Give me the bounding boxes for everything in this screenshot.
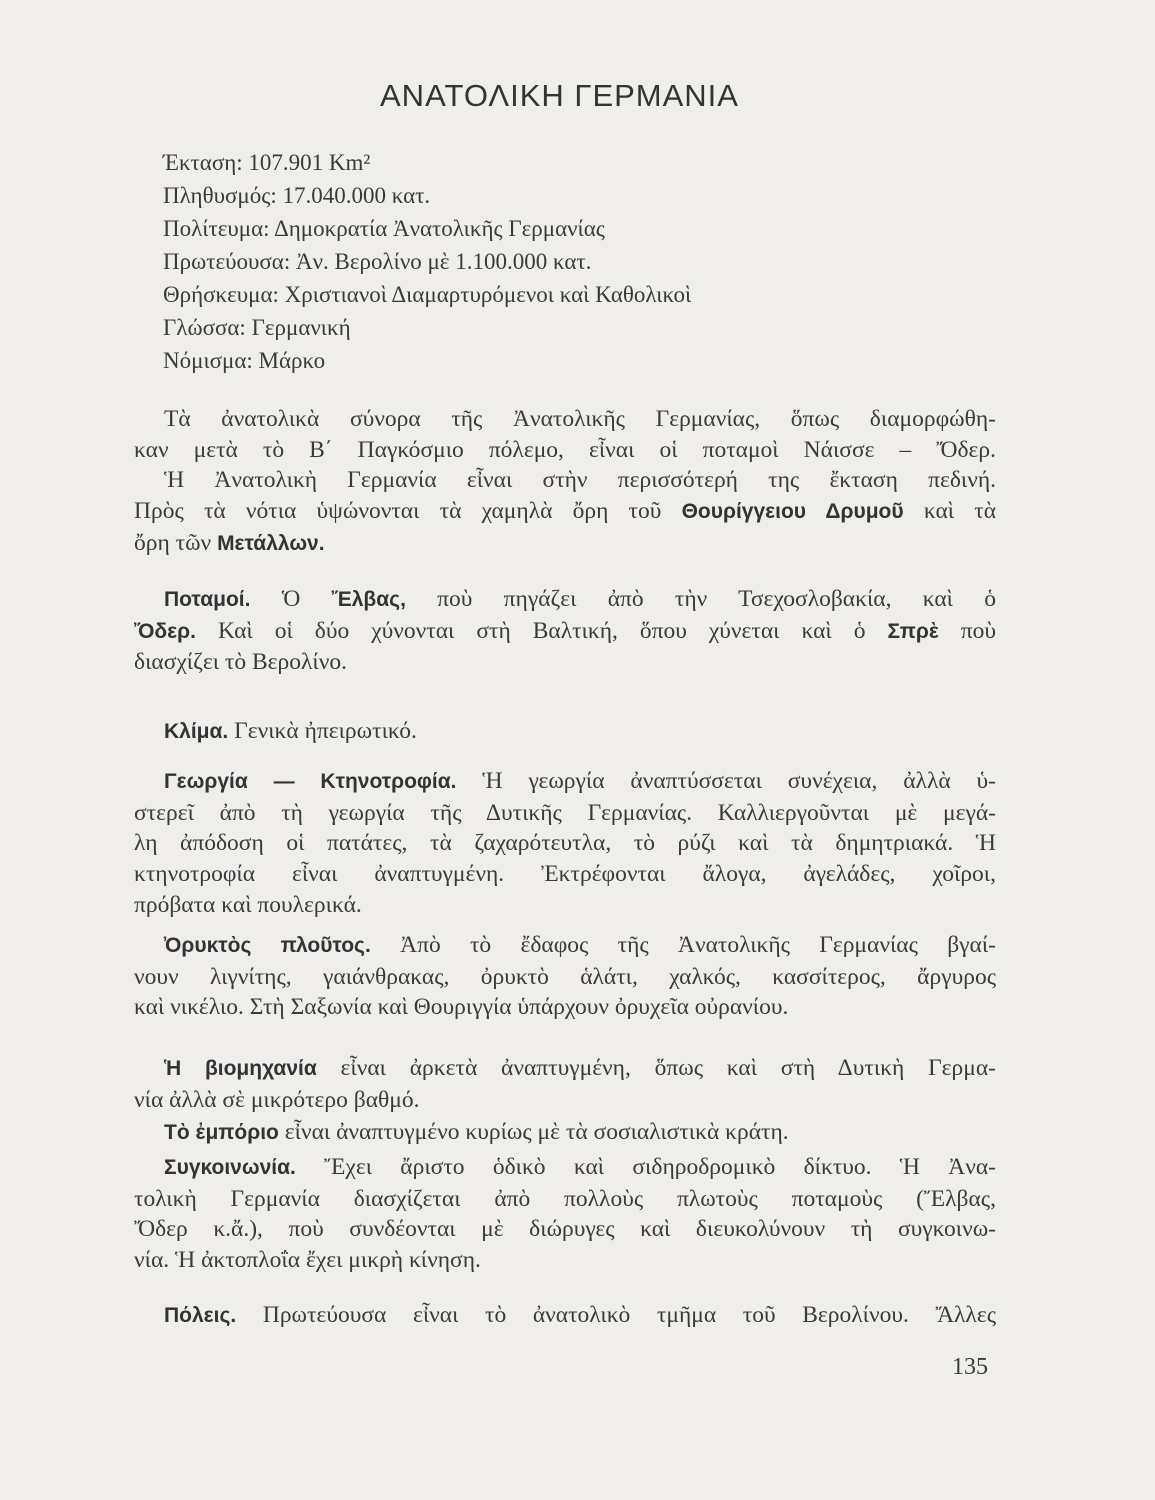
paragraph-trade <box>134 1117 996 1149</box>
paragraph-borders <box>134 404 996 560</box>
heading-agriculture: Γεωργία — Κτηνοτροφία. <box>164 770 457 793</box>
text-line: Συγκοινωνία. Ἔχει ἄριστο ὁδικὸ καὶ σιδηροδρομικὸ δίκτυο. Ἡ Ἀνα- <box>164 1154 997 1180</box>
text-line: νουν λιγνίτης, γαιάνθρακας, ὀρυκτὸ ἁλάτι, χαλκός, κασσίτερος, ἄργυρος <box>134 963 996 990</box>
fact-language: Γλώσσα: Γερμανική <box>163 315 351 340</box>
paragraph-industry <box>134 1053 996 1115</box>
text-line: καν μετὰ τὸ Β΄ Παγκόσμιο πόλεμο, εἶναι οἱ ποταμοὶ Νάισσε – Ὄδερ. <box>134 436 996 463</box>
text-line: Πόλεις. Πρωτεύουσα εἶναι τὸ ἀνατολικὸ τμῆμα τοῦ Βερολίνου. Ἄλλες <box>164 1302 996 1328</box>
heading-cities: Πόλεις. <box>164 1304 237 1327</box>
text-line: πρόβατα καὶ πουλερικά. <box>134 891 362 918</box>
page-title: ΑΝΑΤΟΛΙΚΗ ΓΕΡΜΑΝΙΑ <box>380 78 739 113</box>
text-line: Ἡ Ἀνατολικὴ Γερμανία εἶναι στὴν περισσότερή της ἔκταση πεδινή. <box>164 467 996 494</box>
text-line: νία ἀλλὰ σὲ μικρότερο βαθμό. <box>134 1086 420 1113</box>
paragraph-cities <box>134 1300 996 1332</box>
text-line: διασχίζει τὸ Βερολίνο. <box>134 649 347 676</box>
text-line: στερεῖ ἀπὸ τὴ γεωργία τῆς Δυτικῆς Γερμανίας. Καλλιεργοῦνται μὲ μεγά- <box>134 799 996 826</box>
term-elbe: Ἔλβας, <box>331 588 406 611</box>
text-line: Γεωργία — Κτηνοτροφία. Ἡ γεωργία ἀναπτύσσεται συνέχεια, ἀλλὰ ὑ- <box>164 768 997 794</box>
text-line: καὶ νικέλιο. Στὴ Σαξωνία καὶ Θουριγγία ὑπάρχουν ὀρυχεῖα οὐρανίου. <box>134 994 789 1021</box>
paragraph-climate <box>134 716 996 748</box>
fact-population: Πληθυσμός: 17.040.000 κατ. <box>163 183 431 208</box>
text-line: νία. Ἡ ἀκτοπλοΐα ἔχει μικρὴ κίνηση. <box>134 1247 481 1274</box>
heading-climate: Κλίμα. <box>164 720 229 743</box>
heading-transport: Συγκοινωνία. <box>164 1156 296 1179</box>
text-line: Ποταμοί. Ὁ Ἔλβας, ποὺ πηγάζει ἀπὸ τὴν Τσεχοσλοβακία, καὶ ὁ <box>164 586 997 612</box>
term-oder: Ὄδερ. <box>134 619 196 643</box>
fact-area: Έκταση: 107.901 Km² <box>163 150 371 175</box>
fact-government: Πολίτευμα: Δημοκρατία Ἀνατολικῆς Γερμανίας <box>163 216 605 241</box>
fact-currency: Νόμισμα: Μάρκο <box>163 348 326 373</box>
text-line: τολικὴ Γερμανία διασχίζεται ἀπὸ πολλοὺς πλωτοὺς ποταμοὺς (Ἔλβας, <box>134 1185 996 1212</box>
heading-industry: Ἡ βιομηχανία <box>164 1057 317 1080</box>
text-line: Πρὸς τὰ νότια ὑψώνονται τὰ χαμηλὰ ὄρη τοῦ Θουρίγγειου Δρυμοῦ καὶ τὰ <box>134 498 997 525</box>
text-line: Τὸ ἐμπόριο εἶναι ἀναπτυγμένο κυρίως μὲ τὰ σοσιαλιστικὰ κράτη. <box>164 1119 789 1145</box>
paragraph-transport <box>134 1152 996 1276</box>
paragraph-minerals <box>134 930 996 1023</box>
text-line: Τὰ ἀνατολικὰ σύνορα τῆς Ἀνατολικῆς Γερμανίας, ὅπως διαμορφώθη- <box>164 406 996 432</box>
country-facts <box>163 146 691 377</box>
paragraph-agriculture <box>134 766 996 921</box>
text-line: Κλίμα. Γενικὰ ἠπειρωτικό. <box>164 718 417 744</box>
term-ore-mountains: Μετάλλων. <box>217 531 325 555</box>
text-line: κτηνοτροφία εἶναι ἀναπτυγμένη. Ἐκτρέφονται ἄλογα, ἀγελάδες, χοῖροι, <box>134 861 996 888</box>
heading-trade: Τὸ ἐμπόριο <box>164 1121 279 1144</box>
text-line: ὄρη τῶν Μετάλλων. <box>134 529 325 556</box>
heading-rivers: Ποταμοί. <box>164 588 251 611</box>
text-line: Ἡ βιομηχανία εἶναι ἀρκετὰ ἀναπτυγμένη, ὅπως καὶ στὴ Δυτικὴ Γερμα- <box>164 1055 996 1081</box>
term-thuringian-forest: Θουρίγγειου Δρυμοῦ <box>681 500 904 524</box>
text-line: Ὄδερ. Καὶ οἱ δύο χύνονται στὴ Βαλτική, ὅπου χύνεται καὶ ὁ Σπρὲ ποὺ <box>134 617 997 644</box>
text-line: Ὀρυκτὸς πλοῦτος. Ἀπὸ τὸ ἔδαφος τῆς Ἀνατολικῆς Γερμανίας βγαί- <box>164 932 996 958</box>
page-number: 135 <box>952 1354 988 1380</box>
term-spree: Σπρὲ <box>887 619 939 643</box>
text-line: Ὄδερ κ.ἄ.), ποὺ συνδέονται μὲ διώρυγες καὶ διευκολύνουν τὴ συγκοινω- <box>134 1216 996 1243</box>
heading-minerals: Ὀρυκτὸς πλοῦτος. <box>164 934 371 957</box>
paragraph-rivers <box>134 584 996 678</box>
text-line: λη ἀπόδοση οἱ πατάτες, τὰ ζαχαρότευτλα, τὸ ρύζι καὶ τὰ δημητριακά. Ἡ <box>134 830 996 857</box>
fact-capital: Πρωτεύουσα: Ἀν. Βερολίνο μὲ 1.100.000 κατ. <box>163 249 592 274</box>
fact-religion: Θρήσκευμα: Χριστιανοὶ Διαμαρτυρόμενοι καὶ Καθολικοὶ <box>163 282 692 307</box>
